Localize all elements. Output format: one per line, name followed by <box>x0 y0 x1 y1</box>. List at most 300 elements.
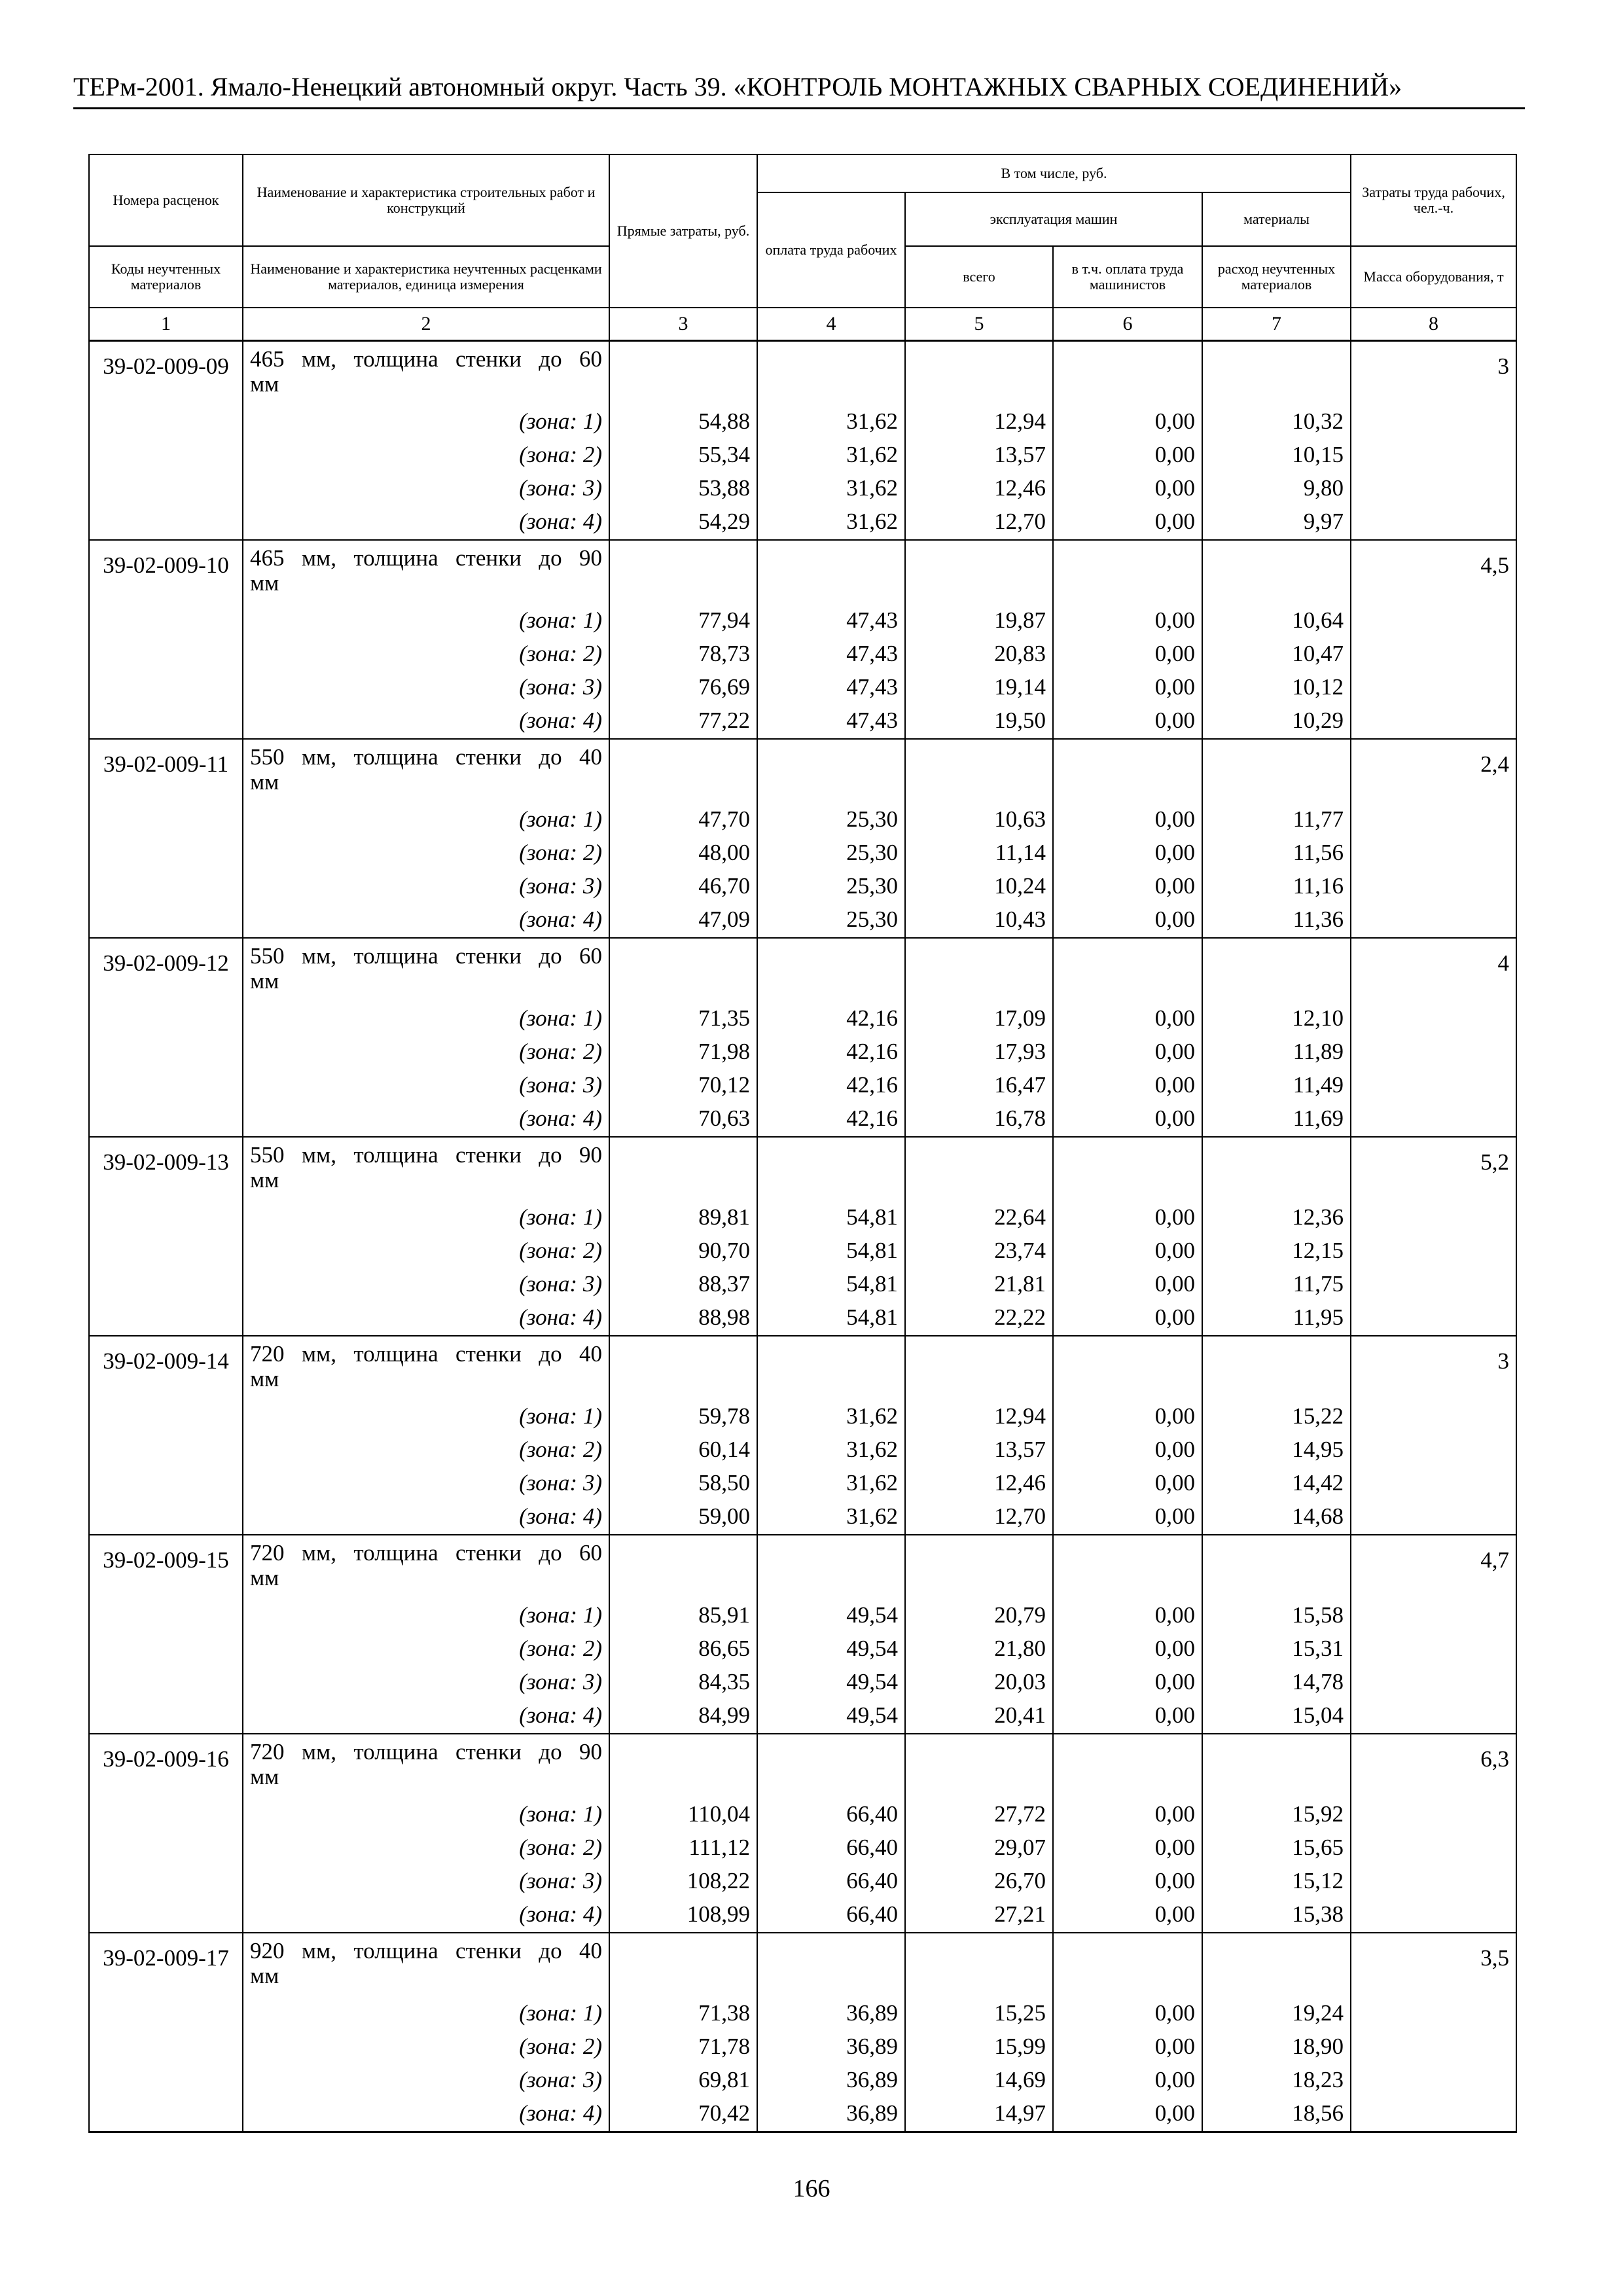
materials: 10,12 <box>1202 672 1351 705</box>
materials: 10,29 <box>1202 705 1351 739</box>
empty-cell <box>89 1302 243 1336</box>
price-table-container <box>88 154 1516 2133</box>
empty-cell <box>757 1336 905 1401</box>
worker-pay: 49,54 <box>757 1666 905 1700</box>
description-unit: мм <box>250 1764 279 1789</box>
empty-cell <box>757 341 905 406</box>
labor-costs: 3 <box>1351 341 1516 406</box>
empty-cell <box>1351 1899 1516 1933</box>
direct-costs: 58,50 <box>609 1467 757 1501</box>
empty-cell <box>1202 1734 1351 1799</box>
description-unit: мм <box>250 968 279 994</box>
machines-total: 19,14 <box>905 672 1053 705</box>
zone-row <box>89 2098 1516 2132</box>
direct-costs: 47,70 <box>609 804 757 837</box>
materials: 9,80 <box>1202 473 1351 506</box>
page-header <box>73 71 1525 109</box>
empty-cell <box>609 938 757 1003</box>
zone-label: (зона: 2) <box>243 1235 609 1268</box>
machinists-pay: 0,00 <box>1053 904 1202 938</box>
direct-costs: 88,37 <box>609 1268 757 1302</box>
empty-cell <box>1351 1666 1516 1700</box>
header-materials: материалы <box>1202 192 1351 246</box>
empty-cell <box>757 938 905 1003</box>
rate-description <box>243 1734 609 1799</box>
empty-cell <box>1202 1933 1351 1998</box>
materials: 15,04 <box>1202 1700 1351 1734</box>
machinists-pay: 0,00 <box>1053 2031 1202 2064</box>
zone-row <box>89 1268 1516 1302</box>
direct-costs: 85,91 <box>609 1600 757 1633</box>
direct-costs: 69,81 <box>609 2064 757 2098</box>
empty-cell <box>89 1036 243 1069</box>
zone-row <box>89 1202 1516 1235</box>
empty-cell <box>1351 1302 1516 1336</box>
machinists-pay: 0,00 <box>1053 1865 1202 1899</box>
header-equipment-mass: Масса оборудования, т <box>1351 246 1516 308</box>
zone-label: (зона: 2) <box>243 1434 609 1467</box>
zone-label: (зона: 1) <box>243 1799 609 1832</box>
materials: 11,56 <box>1202 837 1351 870</box>
materials: 12,15 <box>1202 1235 1351 1268</box>
zone-row <box>89 506 1516 540</box>
column-number: 7 <box>1202 308 1351 341</box>
rate-description <box>243 1933 609 1998</box>
worker-pay: 25,30 <box>757 904 905 938</box>
materials: 11,69 <box>1202 1103 1351 1137</box>
zone-row <box>89 1799 1516 1832</box>
machines-total: 21,81 <box>905 1268 1053 1302</box>
zone-label: (зона: 3) <box>243 2064 609 2098</box>
empty-cell <box>1351 506 1516 540</box>
direct-costs: 71,38 <box>609 1998 757 2031</box>
empty-cell <box>1351 1501 1516 1535</box>
empty-cell <box>1351 1235 1516 1268</box>
header-name: Наименование и характеристика строительных работ и конструкций <box>243 154 609 246</box>
materials: 15,22 <box>1202 1401 1351 1434</box>
worker-pay: 36,89 <box>757 2098 905 2132</box>
table-row <box>89 938 1516 1003</box>
zone-row <box>89 1235 1516 1268</box>
empty-cell <box>609 1933 757 1998</box>
empty-cell <box>89 2031 243 2064</box>
worker-pay: 54,81 <box>757 1235 905 1268</box>
empty-cell <box>905 1336 1053 1401</box>
empty-cell <box>89 1235 243 1268</box>
zone-label: (зона: 3) <box>243 1467 609 1501</box>
zone-row <box>89 605 1516 638</box>
empty-cell <box>1053 1535 1202 1600</box>
machinists-pay: 0,00 <box>1053 605 1202 638</box>
empty-cell <box>1053 540 1202 605</box>
empty-cell <box>757 540 905 605</box>
description-main: 720 мм, толщина стенки до 90 <box>250 1739 602 1765</box>
worker-pay: 47,43 <box>757 672 905 705</box>
header-machines: эксплуатация машин <box>905 192 1202 246</box>
zone-label: (зона: 3) <box>243 1666 609 1700</box>
machines-total: 27,21 <box>905 1899 1053 1933</box>
empty-cell <box>89 1003 243 1036</box>
empty-cell <box>1351 605 1516 638</box>
worker-pay: 66,40 <box>757 1799 905 1832</box>
labor-costs: 2,4 <box>1351 739 1516 804</box>
zone-label: (зона: 2) <box>243 1832 609 1865</box>
empty-cell <box>757 1137 905 1202</box>
empty-cell <box>1351 1069 1516 1103</box>
column-number: 8 <box>1351 308 1516 341</box>
rate-description <box>243 540 609 605</box>
materials: 11,95 <box>1202 1302 1351 1336</box>
materials: 14,78 <box>1202 1666 1351 1700</box>
table-row <box>89 1137 1516 1202</box>
direct-costs: 71,78 <box>609 2031 757 2064</box>
empty-cell <box>89 1865 243 1899</box>
rate-description <box>243 1336 609 1401</box>
empty-cell <box>905 938 1053 1003</box>
empty-cell <box>89 705 243 739</box>
direct-costs: 46,70 <box>609 870 757 904</box>
empty-cell <box>1053 1137 1202 1202</box>
rate-description <box>243 938 609 1003</box>
table-row <box>89 1535 1516 1600</box>
zone-label: (зона: 2) <box>243 2031 609 2064</box>
machinists-pay: 0,00 <box>1053 1467 1202 1501</box>
zone-label: (зона: 4) <box>243 1700 609 1734</box>
worker-pay: 31,62 <box>757 1434 905 1467</box>
machines-total: 16,47 <box>905 1069 1053 1103</box>
materials: 10,47 <box>1202 638 1351 672</box>
empty-cell <box>1351 1401 1516 1434</box>
machinists-pay: 0,00 <box>1053 1202 1202 1235</box>
empty-cell <box>609 540 757 605</box>
empty-cell <box>89 2098 243 2132</box>
machinists-pay: 0,00 <box>1053 1003 1202 1036</box>
rate-code: 39-02-009-15 <box>89 1535 243 1600</box>
machines-total: 20,03 <box>905 1666 1053 1700</box>
table-row <box>89 1933 1516 1998</box>
machinists-pay: 0,00 <box>1053 406 1202 439</box>
empty-cell <box>1053 739 1202 804</box>
empty-cell <box>1351 2064 1516 2098</box>
table-row <box>89 341 1516 406</box>
empty-cell <box>1202 1137 1351 1202</box>
description-unit: мм <box>250 1963 279 1988</box>
empty-cell <box>1351 1202 1516 1235</box>
materials: 11,49 <box>1202 1069 1351 1103</box>
worker-pay: 42,16 <box>757 1103 905 1137</box>
worker-pay: 36,89 <box>757 1998 905 2031</box>
empty-cell <box>757 1933 905 1998</box>
materials: 12,10 <box>1202 1003 1351 1036</box>
machinists-pay: 0,00 <box>1053 473 1202 506</box>
machinists-pay: 0,00 <box>1053 1832 1202 1865</box>
empty-cell <box>1351 1036 1516 1069</box>
header-material-codes: Коды неучтенных материалов <box>89 246 243 308</box>
direct-costs: 70,63 <box>609 1103 757 1137</box>
direct-costs: 111,12 <box>609 1832 757 1865</box>
empty-cell <box>89 638 243 672</box>
machinists-pay: 0,00 <box>1053 1069 1202 1103</box>
empty-cell <box>1351 406 1516 439</box>
worker-pay: 31,62 <box>757 1401 905 1434</box>
rate-code: 39-02-009-09 <box>89 341 243 406</box>
zone-row <box>89 1036 1516 1069</box>
empty-cell <box>89 1202 243 1235</box>
machinists-pay: 0,00 <box>1053 1666 1202 1700</box>
column-number-row <box>89 308 1516 341</box>
direct-costs: 86,65 <box>609 1633 757 1666</box>
machinists-pay: 0,00 <box>1053 1434 1202 1467</box>
machines-total: 12,46 <box>905 473 1053 506</box>
zone-row <box>89 837 1516 870</box>
zone-row <box>89 1633 1516 1666</box>
header-material-names: Наименование и характеристика неучтенных расценками материалов, единица измерения <box>243 246 609 308</box>
empty-cell <box>89 1434 243 1467</box>
direct-costs: 78,73 <box>609 638 757 672</box>
header-direct-costs: Прямые затраты, руб. <box>609 154 757 308</box>
empty-cell <box>1351 1467 1516 1501</box>
zone-label: (зона: 4) <box>243 2098 609 2132</box>
machines-total: 14,69 <box>905 2064 1053 2098</box>
empty-cell <box>1202 341 1351 406</box>
direct-costs: 53,88 <box>609 473 757 506</box>
machinists-pay: 0,00 <box>1053 1235 1202 1268</box>
zone-row <box>89 2064 1516 2098</box>
empty-cell <box>89 904 243 938</box>
empty-cell <box>89 473 243 506</box>
machinists-pay: 0,00 <box>1053 638 1202 672</box>
direct-costs: 70,12 <box>609 1069 757 1103</box>
direct-costs: 77,94 <box>609 605 757 638</box>
direct-costs: 59,78 <box>609 1401 757 1434</box>
empty-cell <box>1202 938 1351 1003</box>
empty-cell <box>609 739 757 804</box>
zone-label: (зона: 2) <box>243 638 609 672</box>
empty-cell <box>905 1535 1053 1600</box>
worker-pay: 47,43 <box>757 638 905 672</box>
rate-code: 39-02-009-11 <box>89 739 243 804</box>
machinists-pay: 0,00 <box>1053 1633 1202 1666</box>
empty-cell <box>1202 1535 1351 1600</box>
zone-row <box>89 1069 1516 1103</box>
machinists-pay: 0,00 <box>1053 1401 1202 1434</box>
empty-cell <box>1053 1336 1202 1401</box>
empty-cell <box>89 1832 243 1865</box>
rate-code: 39-02-009-13 <box>89 1137 243 1202</box>
zone-label: (зона: 1) <box>243 1202 609 1235</box>
empty-cell <box>609 1535 757 1600</box>
zone-row <box>89 1865 1516 1899</box>
machines-total: 22,64 <box>905 1202 1053 1235</box>
zone-label: (зона: 1) <box>243 1003 609 1036</box>
table-row <box>89 540 1516 605</box>
worker-pay: 31,62 <box>757 439 905 473</box>
description-main: 920 мм, толщина стенки до 40 <box>250 1938 602 1964</box>
empty-cell <box>89 2064 243 2098</box>
machinists-pay: 0,00 <box>1053 1998 1202 2031</box>
labor-costs: 4,5 <box>1351 540 1516 605</box>
empty-cell <box>89 506 243 540</box>
description-main: 465 мм, толщина стенки до 90 <box>250 545 602 571</box>
worker-pay: 66,40 <box>757 1899 905 1933</box>
empty-cell <box>1351 1633 1516 1666</box>
materials: 11,89 <box>1202 1036 1351 1069</box>
machines-total: 26,70 <box>905 1865 1053 1899</box>
materials: 9,97 <box>1202 506 1351 540</box>
zone-label: (зона: 1) <box>243 605 609 638</box>
direct-costs: 47,09 <box>609 904 757 938</box>
empty-cell <box>757 1734 905 1799</box>
zone-label: (зона: 4) <box>243 1103 609 1137</box>
direct-costs: 60,14 <box>609 1434 757 1467</box>
empty-cell <box>1351 1268 1516 1302</box>
empty-cell <box>1053 1734 1202 1799</box>
empty-cell <box>1351 904 1516 938</box>
machines-total: 20,83 <box>905 638 1053 672</box>
direct-costs: 54,88 <box>609 406 757 439</box>
machines-total: 12,94 <box>905 1401 1053 1434</box>
description-unit: мм <box>250 1366 279 1391</box>
zone-label: (зона: 3) <box>243 672 609 705</box>
zone-row <box>89 904 1516 938</box>
machines-total: 12,94 <box>905 406 1053 439</box>
machines-total: 17,09 <box>905 1003 1053 1036</box>
direct-costs: 84,35 <box>609 1666 757 1700</box>
empty-cell <box>1351 1003 1516 1036</box>
rate-description <box>243 341 609 406</box>
direct-costs: 54,29 <box>609 506 757 540</box>
empty-cell <box>89 1899 243 1933</box>
machinists-pay: 0,00 <box>1053 705 1202 739</box>
machines-total: 12,70 <box>905 506 1053 540</box>
empty-cell <box>89 1401 243 1434</box>
zone-row <box>89 1666 1516 1700</box>
zone-label: (зона: 3) <box>243 870 609 904</box>
direct-costs: 77,22 <box>609 705 757 739</box>
rate-code: 39-02-009-10 <box>89 540 243 605</box>
machines-total: 20,41 <box>905 1700 1053 1734</box>
machinists-pay: 0,00 <box>1053 2098 1202 2132</box>
machines-total: 14,97 <box>905 2098 1053 2132</box>
empty-cell <box>609 341 757 406</box>
machinists-pay: 0,00 <box>1053 837 1202 870</box>
empty-cell <box>89 837 243 870</box>
zone-label: (зона: 3) <box>243 1268 609 1302</box>
worker-pay: 49,54 <box>757 1633 905 1666</box>
empty-cell <box>757 739 905 804</box>
description-main: 720 мм, толщина стенки до 60 <box>250 1540 602 1566</box>
labor-costs: 3,5 <box>1351 1933 1516 1998</box>
zone-row <box>89 1434 1516 1467</box>
worker-pay: 42,16 <box>757 1036 905 1069</box>
rate-code: 39-02-009-12 <box>89 938 243 1003</box>
empty-cell <box>1351 804 1516 837</box>
machinists-pay: 0,00 <box>1053 2064 1202 2098</box>
empty-cell <box>89 605 243 638</box>
zone-label: (зона: 1) <box>243 1600 609 1633</box>
empty-cell <box>905 1933 1053 1998</box>
zone-row <box>89 705 1516 739</box>
empty-cell <box>89 1268 243 1302</box>
empty-cell <box>89 870 243 904</box>
column-number: 2 <box>243 308 609 341</box>
empty-cell <box>89 804 243 837</box>
empty-cell <box>1351 837 1516 870</box>
zone-row <box>89 2031 1516 2064</box>
materials: 15,92 <box>1202 1799 1351 1832</box>
zone-row <box>89 1899 1516 1933</box>
machinists-pay: 0,00 <box>1053 1700 1202 1734</box>
machinists-pay: 0,00 <box>1053 1036 1202 1069</box>
machinists-pay: 0,00 <box>1053 1268 1202 1302</box>
empty-cell <box>1351 439 1516 473</box>
empty-cell <box>1053 1933 1202 1998</box>
direct-costs: 84,99 <box>609 1700 757 1734</box>
empty-cell <box>905 739 1053 804</box>
column-number: 3 <box>609 308 757 341</box>
empty-cell <box>1351 1832 1516 1865</box>
worker-pay: 49,54 <box>757 1600 905 1633</box>
empty-cell <box>1202 1336 1351 1401</box>
description-unit: мм <box>250 570 279 596</box>
materials: 11,16 <box>1202 870 1351 904</box>
machinists-pay: 0,00 <box>1053 1600 1202 1633</box>
empty-cell <box>89 1467 243 1501</box>
zone-label: (зона: 2) <box>243 1633 609 1666</box>
labor-costs: 4,7 <box>1351 1535 1516 1600</box>
machines-total: 17,93 <box>905 1036 1053 1069</box>
materials: 15,12 <box>1202 1865 1351 1899</box>
zone-row <box>89 439 1516 473</box>
worker-pay: 54,81 <box>757 1268 905 1302</box>
header-including: В том числе, руб. <box>757 154 1351 192</box>
worker-pay: 66,40 <box>757 1865 905 1899</box>
machinists-pay: 0,00 <box>1053 672 1202 705</box>
empty-cell <box>757 1535 905 1600</box>
empty-cell <box>89 672 243 705</box>
description-unit: мм <box>250 1565 279 1590</box>
zone-row <box>89 638 1516 672</box>
machines-total: 10,43 <box>905 904 1053 938</box>
table-row <box>89 1734 1516 1799</box>
description-unit: мм <box>250 769 279 795</box>
worker-pay: 42,16 <box>757 1069 905 1103</box>
column-number: 4 <box>757 308 905 341</box>
description-main: 465 мм, толщина стенки до 60 <box>250 346 602 372</box>
empty-cell <box>609 1336 757 1401</box>
materials: 10,15 <box>1202 439 1351 473</box>
column-number: 5 <box>905 308 1053 341</box>
zone-label: (зона: 1) <box>243 1998 609 2031</box>
worker-pay: 42,16 <box>757 1003 905 1036</box>
machines-total: 21,80 <box>905 1633 1053 1666</box>
materials: 18,23 <box>1202 2064 1351 2098</box>
zone-label: (зона: 3) <box>243 1069 609 1103</box>
worker-pay: 31,62 <box>757 1501 905 1535</box>
machines-total: 15,25 <box>905 1998 1053 2031</box>
worker-pay: 36,89 <box>757 2064 905 2098</box>
zone-label: (зона: 2) <box>243 1036 609 1069</box>
rate-description <box>243 739 609 804</box>
zone-row <box>89 1998 1516 2031</box>
zone-label: (зона: 4) <box>243 904 609 938</box>
machinists-pay: 0,00 <box>1053 1103 1202 1137</box>
worker-pay: 31,62 <box>757 1467 905 1501</box>
machines-total: 20,79 <box>905 1600 1053 1633</box>
empty-cell <box>1202 739 1351 804</box>
empty-cell <box>1351 1998 1516 2031</box>
zone-row <box>89 1501 1516 1535</box>
